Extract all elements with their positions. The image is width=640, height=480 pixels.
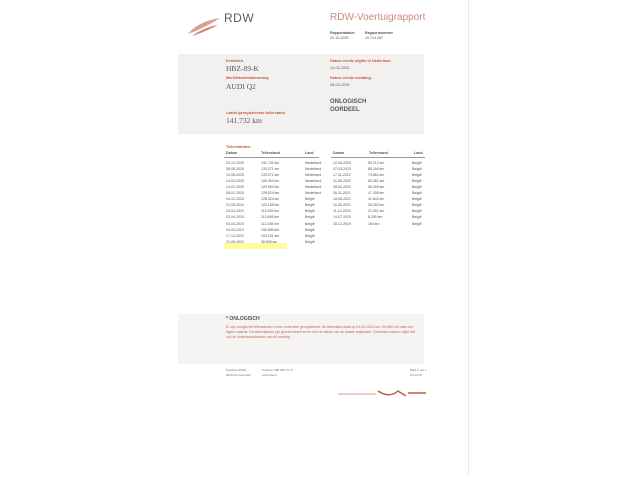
left-cell: Nederland bbox=[305, 173, 322, 178]
left-cell: 133.371 km bbox=[261, 167, 280, 172]
note-title: * ONLOGISCH bbox=[226, 316, 260, 322]
right-cell: België bbox=[412, 167, 422, 172]
footer-address-2: 9640 RA Veendam bbox=[226, 373, 252, 377]
last-km-label: Laatst geregistreerde tellerstand bbox=[226, 111, 285, 115]
right-col-date-header: Datum bbox=[333, 151, 345, 155]
right-cell: 89.212 km bbox=[368, 161, 385, 165]
rdw-logo-icon bbox=[186, 14, 222, 38]
left-cell: 129.562 km bbox=[261, 185, 280, 190]
first-nl-label: Datum eerste afgifte in Nederland bbox=[330, 59, 391, 63]
right-cell: 56.266 km bbox=[368, 185, 385, 190]
verdict-line-2: OORDEEL bbox=[330, 107, 360, 113]
right-cell: 8.290 km bbox=[368, 215, 383, 220]
left-cell: Nederland bbox=[305, 161, 322, 165]
left-cell: Nederland bbox=[305, 179, 322, 184]
footer-phone: Telefoon 088 008 70 47 bbox=[262, 368, 294, 372]
left-cell: 14-02-2025 bbox=[226, 185, 244, 190]
right-cell: 17-11-2022 bbox=[333, 173, 351, 178]
right-table-rule bbox=[331, 157, 425, 158]
left-cell: 03-04-2024 bbox=[226, 221, 244, 226]
left-cell: 08-01-2025 bbox=[226, 191, 244, 196]
report-date-label: Rapportdatum bbox=[330, 31, 355, 35]
left-cell: 133.071 km bbox=[261, 173, 280, 178]
plate-value: HBZ-89-K bbox=[226, 64, 259, 73]
right-cell: België bbox=[412, 179, 422, 184]
right-cell: 11-12-2020 bbox=[333, 209, 351, 214]
right-cell: 41.843 km bbox=[368, 197, 385, 202]
verdict-line-1: ONLOGISCH bbox=[330, 99, 367, 105]
left-cell: 98.609 km bbox=[261, 239, 278, 244]
decorative-stripe-graphic bbox=[336, 388, 428, 400]
right-cell: België bbox=[412, 215, 422, 220]
right-cell: België bbox=[412, 209, 422, 214]
right-cell: 28-04-2022 bbox=[333, 185, 351, 190]
report-date: 20-10-2025 bbox=[330, 36, 349, 40]
right-cell: 16-08-2021 bbox=[333, 197, 351, 202]
right-cell: België bbox=[412, 221, 422, 226]
left-cell: 10-05-2025 bbox=[226, 173, 244, 178]
left-cell: België bbox=[305, 233, 315, 238]
right-cell: 73.864 km bbox=[368, 173, 385, 178]
left-cell: 141.732 km bbox=[261, 161, 280, 165]
left-cell: België bbox=[305, 239, 315, 244]
left-cell: 103.101 km bbox=[261, 233, 280, 238]
left-cell: 08-08-2025 bbox=[226, 167, 244, 172]
right-cell: 07-03-2023 bbox=[333, 167, 351, 172]
right-cell: 26.263 km bbox=[368, 203, 385, 208]
right-cell: België bbox=[412, 161, 422, 165]
left-cell: 122.165 km bbox=[261, 203, 280, 208]
left-cell: België bbox=[305, 197, 315, 202]
footer-website: www.rdw.nl bbox=[262, 373, 278, 377]
left-cell: Nederland bbox=[305, 167, 322, 172]
model-value: AUDI Q2 bbox=[226, 82, 256, 91]
left-cell: 125.524 km bbox=[261, 191, 280, 196]
left-cell: 14-02-2025 bbox=[226, 179, 244, 184]
right-cell: 63.361 km bbox=[368, 179, 385, 184]
left-cell: België bbox=[305, 215, 315, 220]
right-cell: België bbox=[412, 191, 422, 196]
left-cell: 126.363 km bbox=[261, 179, 280, 184]
right-cell: 31-08-2022 bbox=[333, 179, 351, 184]
plate-label: Kenteken bbox=[226, 59, 244, 63]
right-cell: 26-11-2021 bbox=[333, 191, 351, 196]
brand-name: RDW bbox=[224, 11, 255, 25]
left-cell: België bbox=[305, 221, 315, 226]
left-cell: België bbox=[305, 209, 315, 214]
left-cell: 112.695 km bbox=[261, 215, 280, 220]
right-cell: België bbox=[412, 197, 422, 202]
right-cell: 164 km bbox=[368, 221, 380, 226]
right-col-km-header: Tellerstand bbox=[369, 151, 388, 155]
highlighted-row-marker bbox=[224, 243, 287, 249]
last-km-value: 141.732 km bbox=[226, 116, 262, 125]
right-cell: België bbox=[412, 173, 422, 178]
left-cell: Nederland bbox=[305, 185, 322, 190]
footer-address-1: Postbus 30000 bbox=[226, 368, 247, 372]
left-cell: 114.929 km bbox=[261, 209, 280, 214]
left-cell: 190.580 km bbox=[261, 227, 280, 232]
left-cell: 128.324 km bbox=[261, 197, 280, 202]
right-cell: 80.294 km bbox=[368, 167, 385, 172]
vehicle-info-panel bbox=[178, 54, 424, 134]
left-cell: 04-03-2024 bbox=[226, 227, 244, 232]
footer-version: 2.0.1078 bbox=[410, 373, 422, 377]
right-col-country-header: Land bbox=[414, 151, 423, 155]
odometer-table-title: Tellerstanden bbox=[226, 145, 251, 149]
left-col-country-header: Land bbox=[305, 151, 314, 155]
first-admission-label: Datum eerste toelating bbox=[330, 76, 371, 80]
right-cell: 18-12-2019 bbox=[333, 221, 351, 226]
first-admission-value: 28-03-2019 bbox=[330, 83, 350, 87]
left-cell: 04-12-2024 bbox=[226, 197, 244, 202]
left-cell: 20-10-2025 bbox=[226, 161, 244, 165]
left-cell: Nederland bbox=[305, 191, 322, 196]
right-cell: 21.051 km bbox=[368, 209, 385, 214]
right-cell: België bbox=[412, 185, 422, 190]
left-col-km-header: Tellerstand bbox=[261, 151, 280, 155]
left-cell: België bbox=[305, 203, 315, 208]
right-cell: 10-05-2021 bbox=[333, 203, 351, 208]
left-cell: 111.028 km bbox=[261, 221, 279, 226]
report-number: 29.714.267 bbox=[365, 36, 383, 40]
left-cell: België bbox=[305, 227, 315, 232]
left-cell: 21-08-2024 bbox=[226, 203, 244, 208]
left-col-date-header: Datum bbox=[226, 151, 238, 155]
report-number-label: Rapportnummer bbox=[365, 31, 393, 35]
note-text: Er zijn onlogische tellerstanden in een onderdeel geregistreerd: de tellerstand daalt op 04-03-2024 van 190.580 km naar een lagere waarde. De tellerstanden zijn gecontroleerd tot en met de datum van de laatste registratie. Controleer daarom altijd zelf ook de onderhoudshistorie van dit voertuig. bbox=[226, 325, 416, 339]
left-cell: 21-06-2023 bbox=[226, 239, 244, 244]
model-label: Merk/Handelsbenaming bbox=[226, 76, 269, 80]
left-cell: 22-04-2024 bbox=[226, 215, 244, 220]
footer-page: Blad 1 van 1 bbox=[410, 368, 427, 372]
right-cell: 12-06-2023 bbox=[333, 161, 351, 165]
left-cell: 24-04-2024 bbox=[226, 209, 244, 214]
left-cell: 17-12-2023 bbox=[226, 233, 244, 238]
right-cell: 14-07-2020 bbox=[333, 215, 351, 220]
right-cell: België bbox=[412, 203, 422, 208]
left-table-rule bbox=[224, 157, 319, 158]
right-cell: 47.308 km bbox=[368, 191, 385, 196]
document-title: RDW-Voertuigrapport bbox=[330, 12, 426, 23]
first-nl-value: 14-02-2023 bbox=[330, 66, 350, 70]
